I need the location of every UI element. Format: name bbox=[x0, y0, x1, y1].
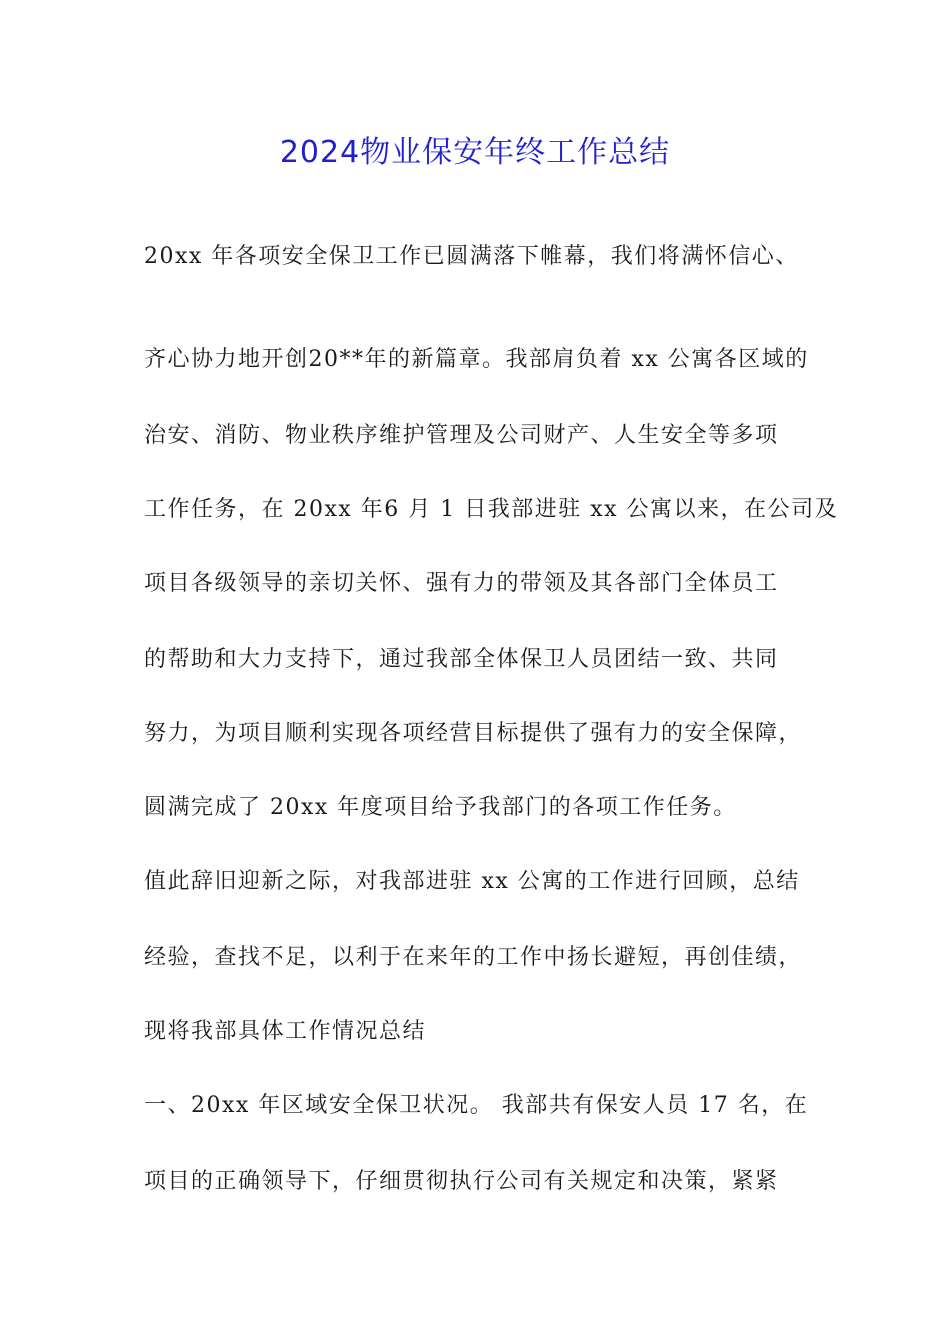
paragraph-line: 值此辞旧迎新之际，对我部进驻 xx 公寓的工作进行回顾，总结 bbox=[144, 869, 800, 894]
paragraph-line: 工作任务，在 20xx 年6 月 1 日我部进驻 xx 公寓以来，在公司及 bbox=[144, 497, 839, 522]
paragraph-line: 项目各级领导的亲切关怀、强有力的带领及其各部门全体员工 bbox=[144, 571, 779, 596]
paragraph-line: 经验，查找不足，以利于在来年的工作中扬长避短，再创佳绩， bbox=[144, 945, 803, 970]
paragraph-line: 现将我部具体工作情况总结 bbox=[144, 1019, 427, 1044]
paragraph-line: 的帮助和大力支持下，通过我部全体保卫人员团结一致、共同 bbox=[144, 647, 779, 672]
paragraph-line: 20xx 年各项安全保卫工作已圆满落下帷幕，我们将满怀信心、 bbox=[144, 244, 799, 269]
paragraph-line: 齐心协力地开创20**年的新篇章。我部肩负着 xx 公寓各区域的 bbox=[144, 347, 809, 372]
paragraph-line: 治安、消防、物业秩序维护管理及公司财产、人生安全等多项 bbox=[144, 423, 779, 448]
paragraph-line: 圆满完成了 20xx 年度项目给予我部门的各项工作任务。 bbox=[144, 795, 737, 820]
paragraph-line: 项目的正确领导下，仔细贯彻执行公司有关规定和决策，紧紧 bbox=[144, 1169, 779, 1194]
document-title: 2024物业保安年终工作总结 bbox=[279, 135, 671, 170]
paragraph-line: 努力，为项目顺利实现各项经营目标提供了强有力的安全保障， bbox=[144, 721, 803, 746]
paragraph-line: 一、20xx 年区域安全保卫状况。 我部共有保安人员 17 名，在 bbox=[144, 1093, 809, 1118]
